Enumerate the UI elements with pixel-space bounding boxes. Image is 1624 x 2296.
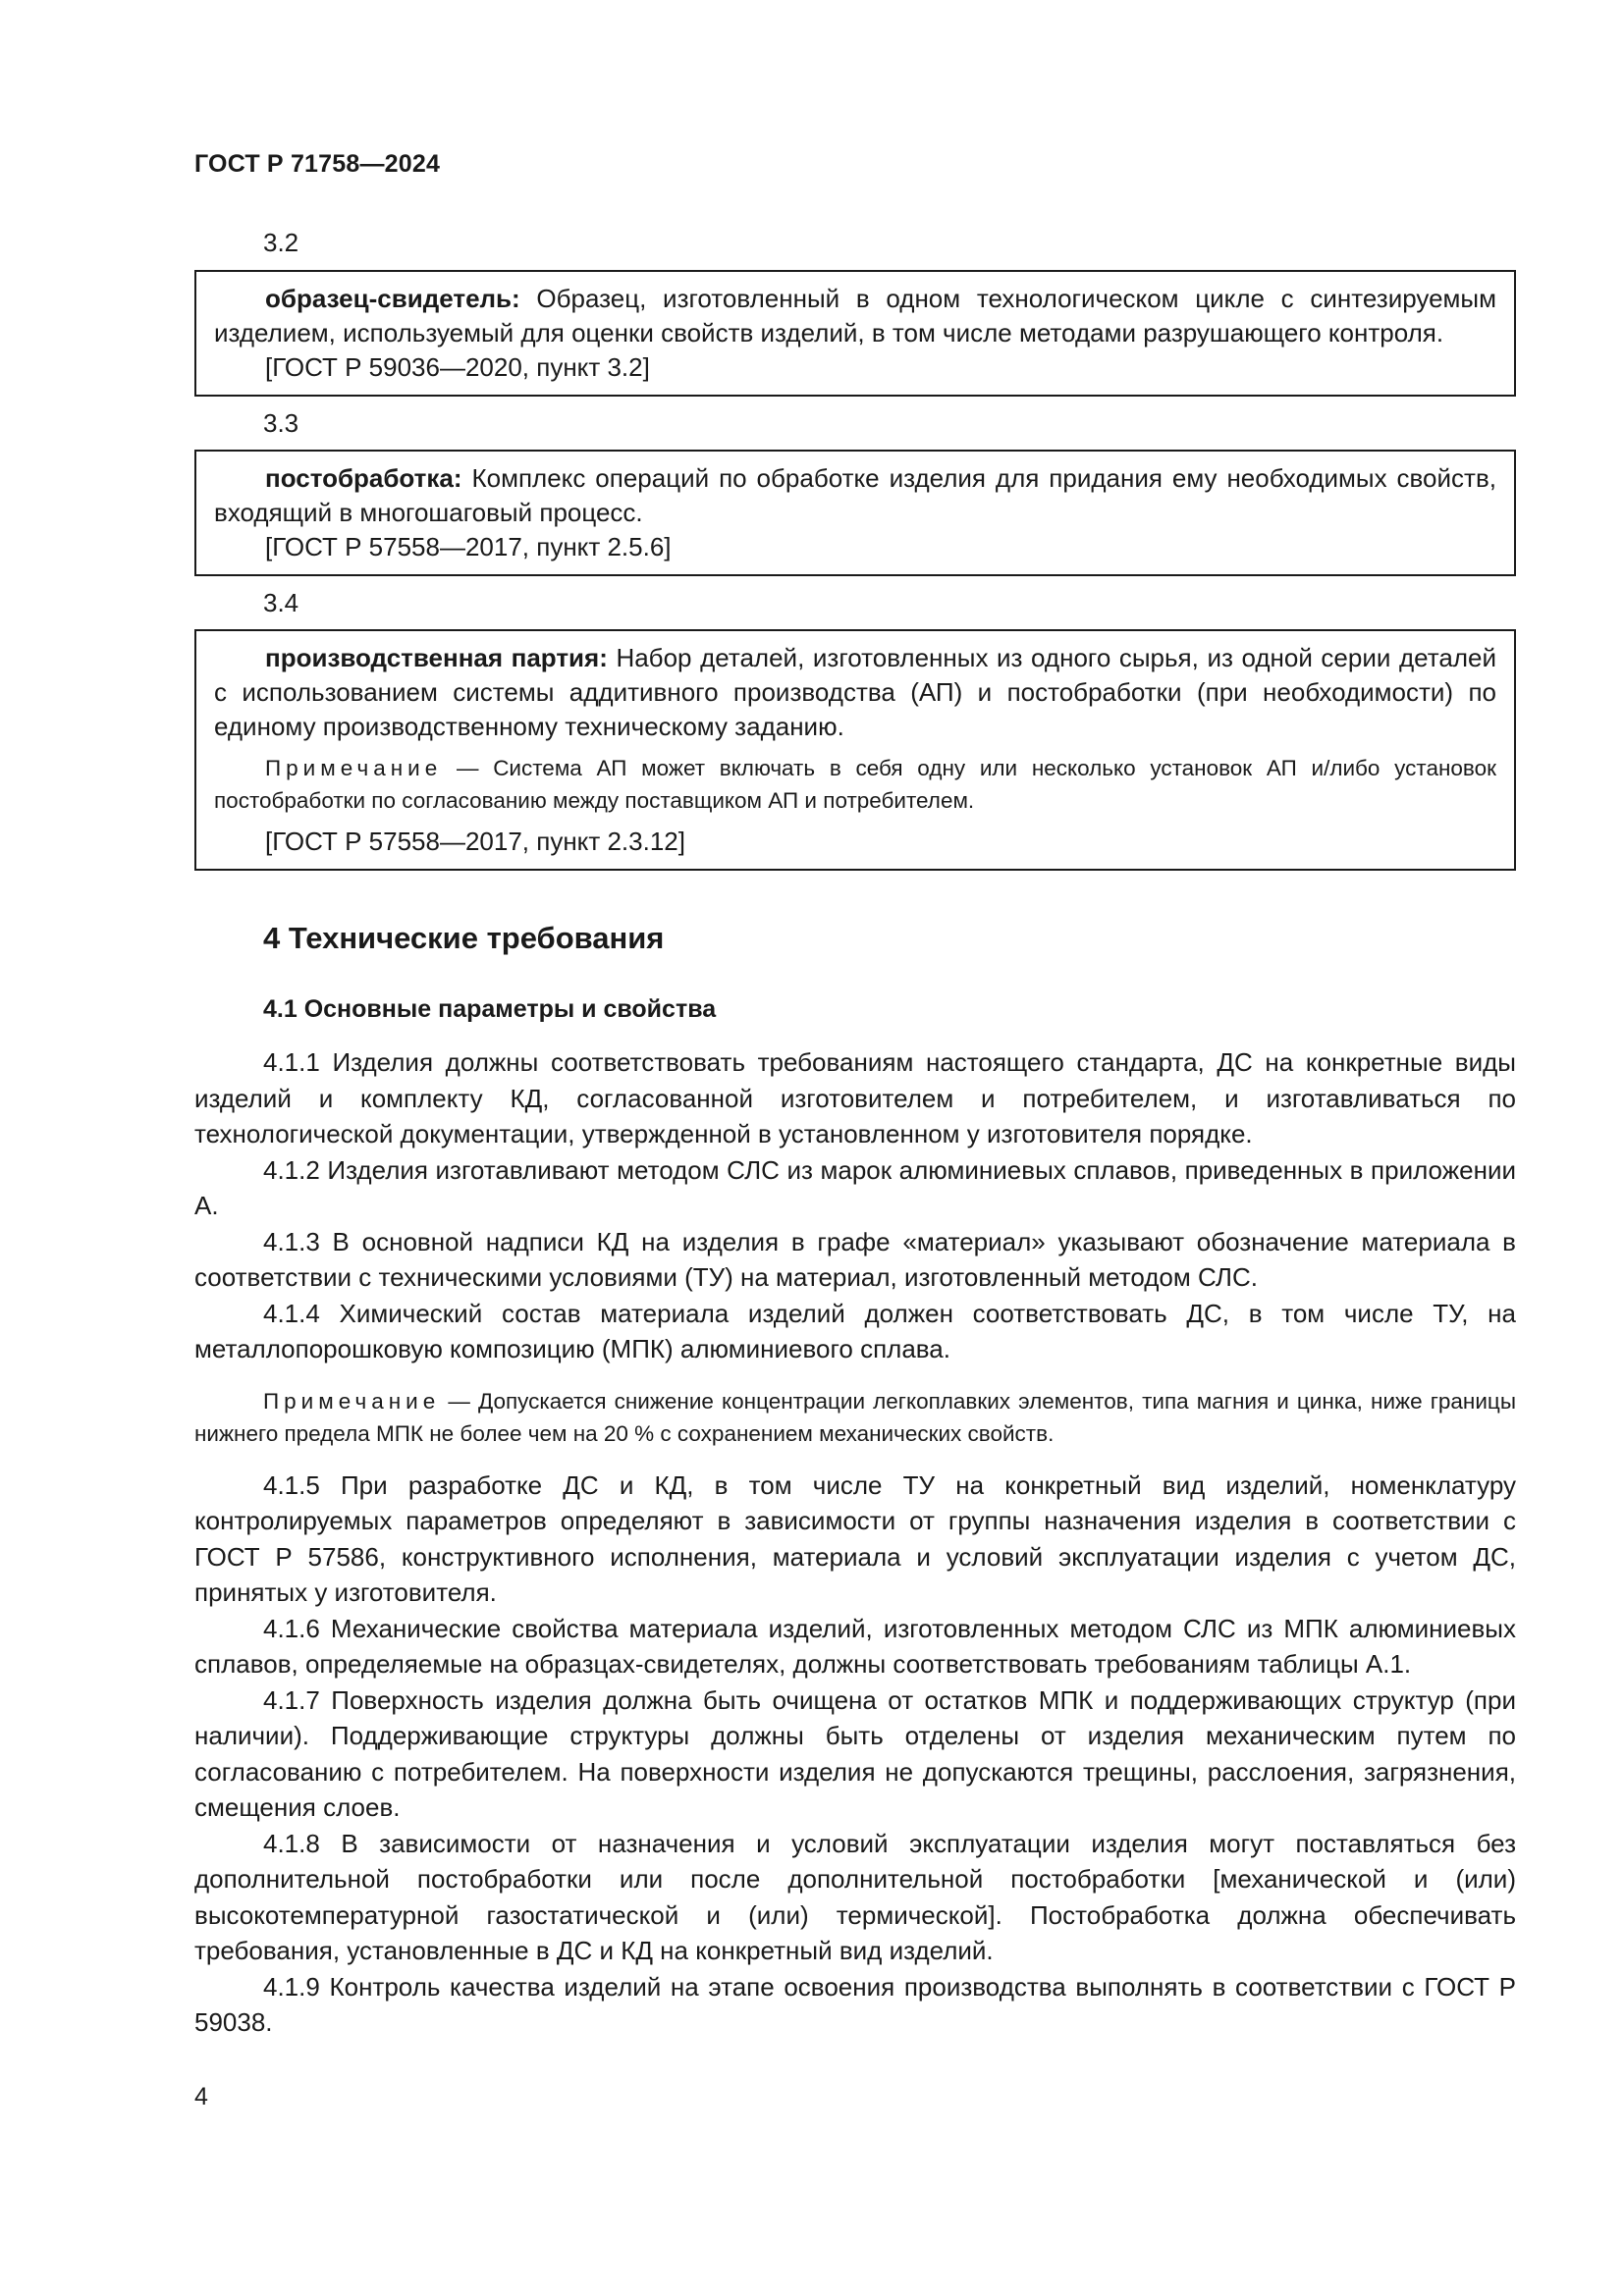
paragraph-4-1-6: 4.1.6 Механические свойства материала изделий, изготовленных методом СЛС из МПК алюминиевых сплавов, определяемые на образцах-свидетелях, должны соответствовать требованиям таблицы А.1. <box>194 1613 1516 1679</box>
subsection-title: 4.1 Основные параметры и свойства <box>263 995 717 1023</box>
section-body <box>194 1044 1516 2041</box>
term-definition-text: Образец, изготовленный в одном технологическом цикле с синтезируемым изделием, используемый для оценки свойств изделий, в том числе методами разрушающего контроля. <box>214 284 1496 347</box>
term-source: [ГОСТ Р 57558—2017, пункт 2.5.6] <box>265 532 672 561</box>
paragraph-4-1-5: 4.1.5 При разработке ДС и КД, в том числе ТУ на конкретный вид изделий, номенклатуру контролируемых параметров определяют в зависимости от группы назначения изделия в соответствии с ГОСТ Р 57586, конструктивного исполнения, материала и условий эксплуатации изделия с учетом ДС, принятых у изготовителя. <box>194 1469 1516 1607</box>
section-title: 4 Технические требования <box>263 921 665 955</box>
term-definition-text: Комплекс операций по обработке изделия для придания ему необходимых свойств, входящий в многошаговый процесс. <box>214 463 1496 527</box>
term-word: образец-свидетель: <box>265 284 520 313</box>
term-number: 3.3 <box>263 408 299 438</box>
term-source: [ГОСТ Р 59036—2020, пункт 3.2] <box>265 352 650 382</box>
paragraph-4-1-7: 4.1.7 Поверхность изделия должна быть очищена от остатков МПК и поддерживающих структур (при наличии). Поддерживающие структуры должны быть отделены от изделия механическим путем по согласованию с потребителем. На поверхности изделия не допускаются трещины, расслоения, загрязнения, смещения слоев. <box>194 1684 1516 1822</box>
term-word: постобработка: <box>265 463 462 493</box>
term-definition-box <box>194 629 1516 871</box>
term-definition-text: Набор деталей, изготовленных из одного сырья, из одной серии деталей с использованием системы аддитивного производства (АП) и постобработки (при необходимости) по единому производственному техническому заданию. <box>214 643 1496 741</box>
note-label: Примечание <box>265 756 443 780</box>
paragraph-4-1-1: 4.1.1 Изделия должны соответствовать требованиям настоящего стандарта, ДС на конкретные виды изделий и комплекту КД, согласованной изготовителем и потребителем, и изготавливаться по технологической документации, утвержденной в установленном у изготовителя порядке. <box>194 1047 1516 1148</box>
page-number: 4 <box>194 2083 208 2110</box>
term-source: [ГОСТ Р 57558—2017, пункт 2.3.12] <box>265 827 685 856</box>
term-word: производственная партия: <box>265 643 608 672</box>
note-text: — Система АП может включать в себя одну или несколько установок АП и/либо установок постобработки по согласованию между поставщиком АП и потребителем. <box>214 756 1496 813</box>
paragraph-4-1-8: 4.1.8 В зависимости от назначения и условий эксплуатации изделия могут поставляться без дополнительной постобработки или после дополнительной постобработки [механической и (или) высокотемпературной газостатической и (или) термической]. Постобработка должна обеспечивать требования, установленные в ДС и КД на конкретный вид изделий. <box>194 1828 1516 1965</box>
paragraph-4-1-9: 4.1.9 Контроль качества изделий на этапе освоения производства выполнять в соответствии с ГОСТ Р 59038. <box>194 1971 1516 2037</box>
paragraph-4-1-4: 4.1.4 Химический состав материала изделий должен соответствовать ДС, в том числе ТУ, на металлопорошковую композицию (МПК) алюминиевого сплава. <box>194 1298 1516 1363</box>
term-number: 3.4 <box>263 588 299 617</box>
term-definition-box <box>194 270 1516 397</box>
paragraph-4-1-3: 4.1.3 В основной надписи КД на изделия в графе «материал» указывают обозначение материала в соответствии с техническими условиями (ТУ) на материал, изготовленный методом СЛС. <box>194 1226 1516 1292</box>
document-code-header: ГОСТ Р 71758—2024 <box>194 150 441 178</box>
term-definition <box>214 641 1496 744</box>
paragraph-4-1-2: 4.1.2 Изделия изготавливают методом СЛС из марок алюминиевых сплавов, приведенных в приложении А. <box>194 1154 1516 1220</box>
term-definition-box <box>194 450 1516 576</box>
term-number: 3.2 <box>263 228 299 257</box>
term-note <box>214 752 1496 817</box>
note-text: — Допускается снижение концентрации легкоплавких элементов, типа магния и цинка, ниже границы нижнего предела МПК не более чем на 20 % с сохранением механических свойств. <box>194 1388 1516 1446</box>
term-definition <box>214 282 1496 350</box>
term-definition <box>214 461 1496 530</box>
note-label: Примечание <box>263 1388 441 1414</box>
section-note <box>194 1385 1516 1450</box>
